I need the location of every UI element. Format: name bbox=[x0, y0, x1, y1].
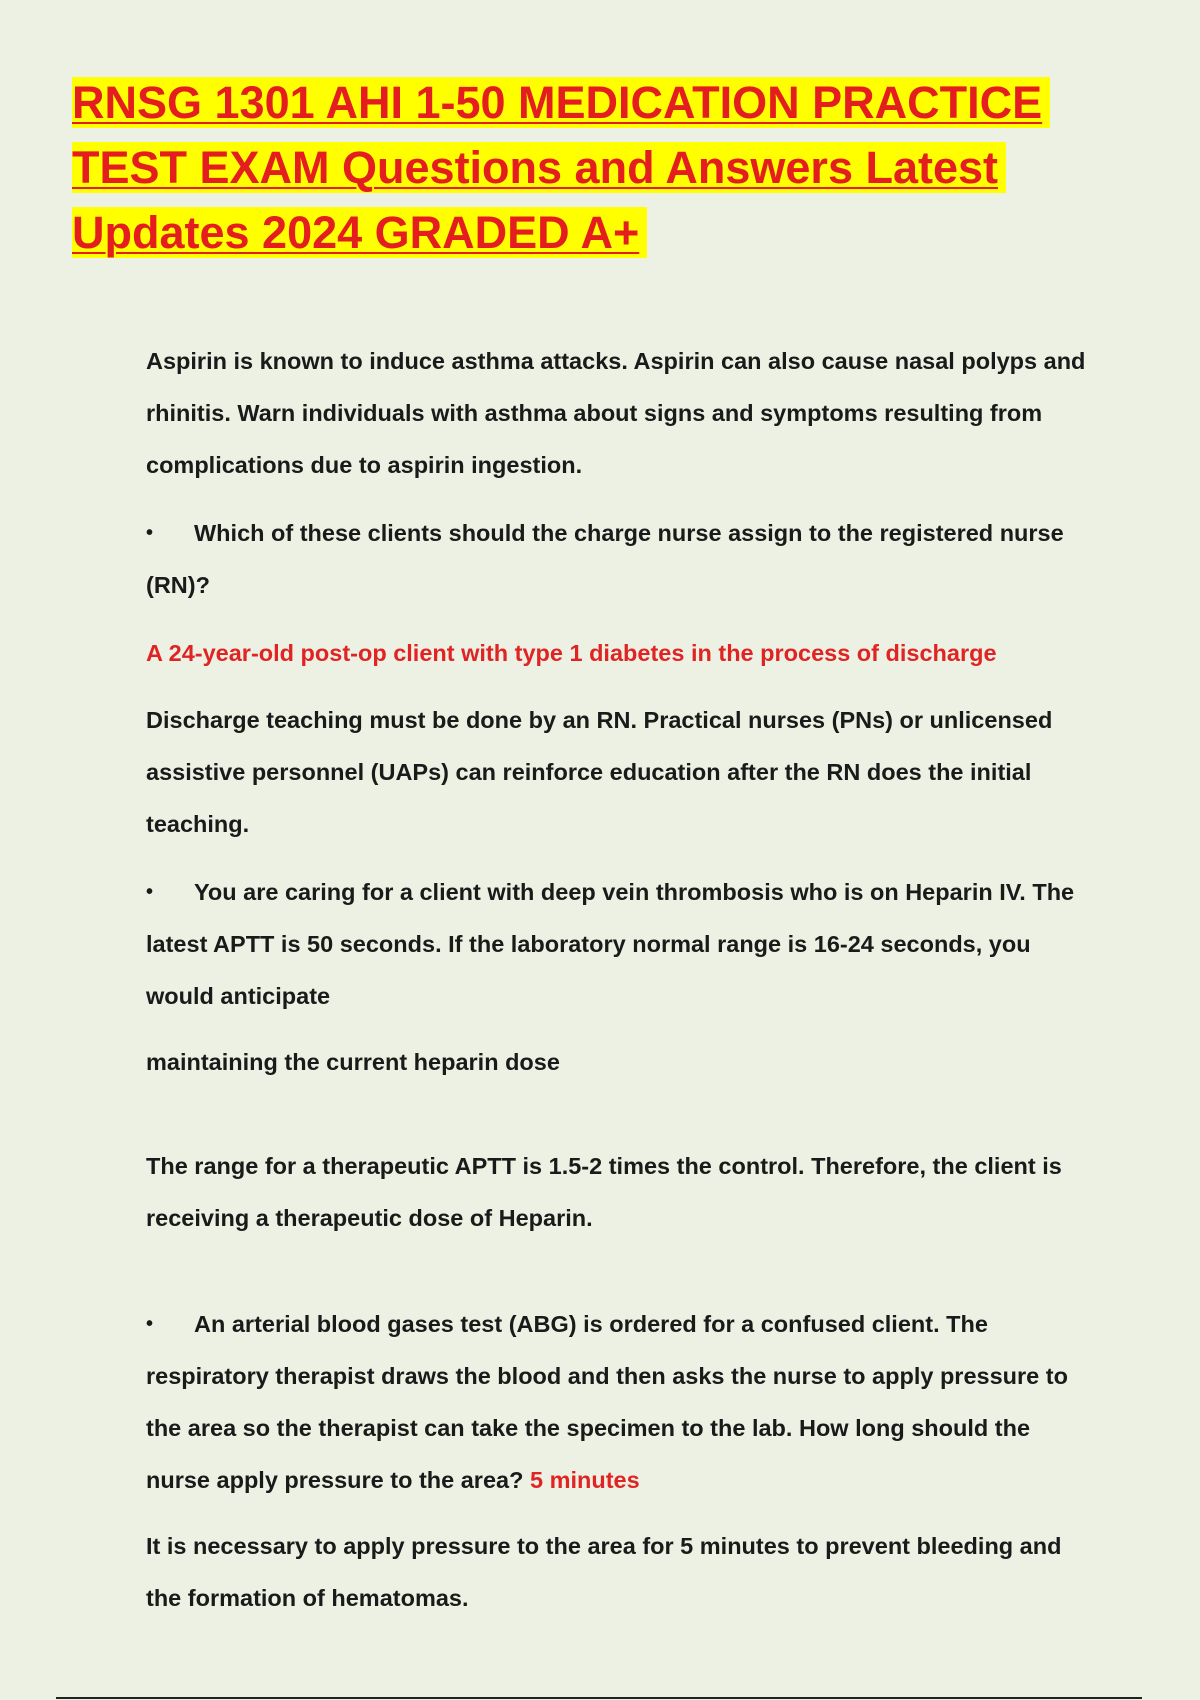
rationale-2: The range for a therapeutic APTT is 1.5-2 times the control. Therefore, the client is receiving a therapeutic dose of Heparin. bbox=[146, 1153, 1062, 1231]
title-line-1: RNSG 1301 AHI 1-50 MEDICATION PRACTICE bbox=[72, 77, 1050, 128]
title-line-2: TEST EXAM Questions and Answers Latest bbox=[72, 142, 1006, 193]
document-title bbox=[72, 70, 1072, 265]
question-1 bbox=[146, 507, 1096, 611]
answer-3: 5 minutes bbox=[529, 1467, 640, 1493]
question-2-text: You are caring for a client with deep vein thrombosis who is on Heparin IV. The latest APTT is 50 seconds. If the laboratory normal range is 16-24 seconds, you would anticipate bbox=[146, 879, 1075, 1009]
answer-2: maintaining the current heparin dose bbox=[146, 1049, 560, 1075]
answer-1: A 24-year-old post-op client with type 1 diabetes in the process of discharge bbox=[146, 640, 997, 666]
question-3-text: An arterial blood gases test (ABG) is ordered for a confused client. The respiratory therapist draws the blood and then asks the nurse to apply pressure to the area so the therapist can take the specimen to the lab. How long should the nurse apply pressure to the area? bbox=[146, 1311, 1068, 1493]
aspirin-rationale: Aspirin is known to induce asthma attacks. Aspirin can also cause nasal polyps and rhinitis. Warn individuals with asthma about signs and symptoms resulting from complications due to aspirin ingestion. bbox=[146, 348, 1086, 478]
question-2 bbox=[146, 866, 1096, 1022]
rationale-1: Discharge teaching must be done by an RN. Practical nurses (PNs) or unlicensed assistive personnel (UAPs) can reinforce education after the RN does the initial teaching. bbox=[146, 707, 1053, 837]
bullet-icon: • bbox=[146, 522, 154, 544]
question-3 bbox=[146, 1298, 1096, 1506]
bullet-icon: • bbox=[146, 1313, 154, 1335]
question-1-text: Which of these clients should the charge nurse assign to the registered nurse (RN)? bbox=[146, 520, 1064, 598]
page-bottom-rule bbox=[56, 1697, 1142, 1699]
title-line-3: Updates 2024 GRADED A+ bbox=[72, 207, 647, 258]
bullet-icon: • bbox=[146, 881, 154, 903]
rationale-3: It is necessary to apply pressure to the area for 5 minutes to prevent bleeding and the formation of hematomas. bbox=[146, 1533, 1062, 1611]
